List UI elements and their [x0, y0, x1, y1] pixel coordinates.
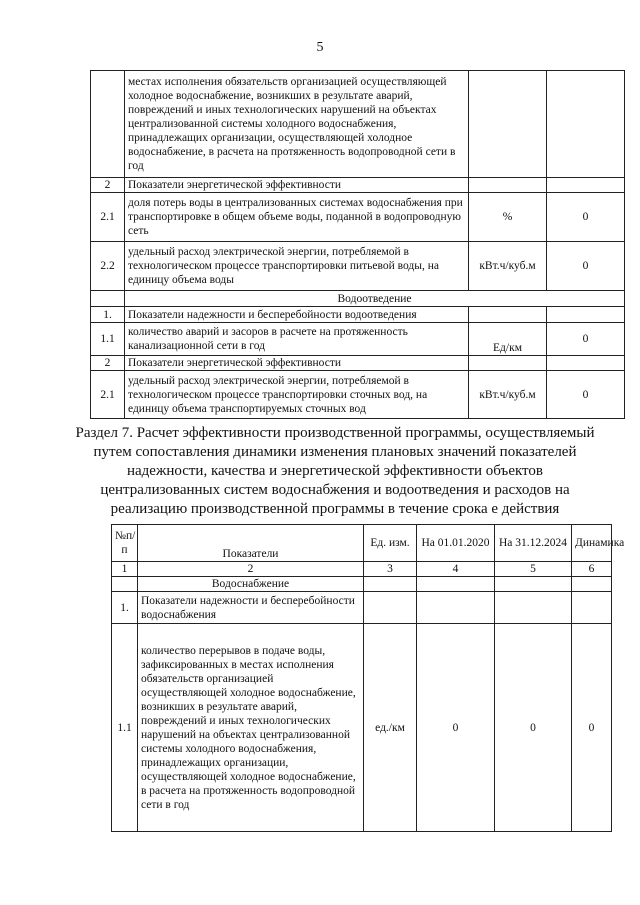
header-indicators: Показатели [138, 525, 364, 562]
row-number: 1. [112, 592, 138, 624]
table-row [91, 323, 625, 356]
row-value: 0 [547, 323, 625, 356]
table-row [91, 71, 625, 178]
page-number: 5 [316, 40, 324, 55]
row-number: 1.1 [112, 624, 138, 832]
row-value: 0 [547, 242, 625, 291]
col-number: 5 [495, 562, 572, 577]
section-row [91, 291, 625, 307]
row-text: Показатели энергетической эффективности [125, 178, 469, 193]
row-text: доля потерь воды в централизованных системах водоснабжения при транспортировке в общем объеме воды, поданной в водопроводную сеть [125, 193, 469, 242]
row-value: 0 [547, 193, 625, 242]
section-label: Водоотведение [125, 291, 625, 307]
col-number: 6 [572, 562, 612, 577]
empty-cell [572, 577, 612, 592]
row-value [547, 307, 625, 323]
row-unit: Ед/км [469, 323, 547, 356]
empty-cell [364, 577, 417, 592]
header-date-2024: На 31.12.2024 [495, 525, 572, 562]
row-text: удельный расход электрической энергии, потребляемой в технологическом процессе транспортировки питьевой воды, на единицу объема воды [125, 242, 469, 291]
table-row [91, 193, 625, 242]
col-number: 3 [364, 562, 417, 577]
section-row [112, 577, 612, 592]
row-number: 2 [91, 178, 125, 193]
row-number [91, 291, 125, 307]
row-unit [469, 356, 547, 371]
row-number: 2.2 [91, 242, 125, 291]
row-value-2024: 0 [495, 624, 572, 832]
row-unit [469, 178, 547, 193]
empty-cell [495, 592, 572, 624]
header-unit: Ед. изм. [364, 525, 417, 562]
table-header-row [112, 525, 612, 562]
table-row [91, 371, 625, 419]
col-number: 4 [417, 562, 495, 577]
row-number: 2.1 [91, 371, 125, 419]
indicators-table-continued [90, 70, 625, 419]
row-number [91, 71, 125, 178]
row-value: 0 [547, 371, 625, 419]
col-number: 2 [138, 562, 364, 577]
row-value [547, 71, 625, 178]
row-unit [469, 307, 547, 323]
row-unit [469, 71, 547, 178]
empty-cell [495, 577, 572, 592]
efficiency-table [111, 524, 625, 832]
row-value [547, 178, 625, 193]
table-row [91, 242, 625, 291]
row-text: количество перерывов в подаче воды, зафиксированных в местах исполнения обязательств организацией осуществляющей холодное водоснабжение, возникших в результате аварий, повреждений и иных технологических нарушений на объектах централизованной системы холодного водоснабжения, принадлежащих организации, осуществляющей холодное водоснабжение, в расчета на протяженность водопроводной сети в год [138, 624, 364, 832]
row-dynamics: 0 [572, 624, 612, 832]
row-text: Показатели надежности и бесперебойности водоотведения [125, 307, 469, 323]
row-unit: ед./км [364, 624, 417, 832]
header-dynamics: Динамика [572, 525, 612, 562]
row-text: количество аварий и засоров в расчете на протяженность канализационной сети в год [125, 323, 469, 356]
table-row [91, 307, 625, 323]
empty-cell [112, 577, 138, 592]
row-text: Показатели надежности и бесперебойности водоснабжения [138, 592, 364, 624]
row-text: Показатели энергетической эффективности [125, 356, 469, 371]
column-numbers-row [112, 562, 612, 577]
col-number: 1 [112, 562, 138, 577]
empty-cell [417, 592, 495, 624]
row-unit: % [469, 193, 547, 242]
row-number: 1.1 [91, 323, 125, 356]
row-unit: кВт.ч/куб.м [469, 242, 547, 291]
row-text: удельный расход электрической энергии, потребляемой в технологическом процессе транспортировки сточных вод, на единицу объема транспортируемых сточных вод [125, 371, 469, 419]
table-row [112, 592, 612, 624]
row-unit: кВт.ч/куб.м [469, 371, 547, 419]
row-value-2020: 0 [417, 624, 495, 832]
row-text: местах исполнения обязательств организацией осуществляющей холодное водоснабжение, возникших в результате аварий, повреждений и иных технологических нарушений на объектах централизованной системы холодного водоснабжения, принадлежащих организации, осуществляющей холодное водоснабжение, в расчета на протяженность водопроводной сети в год [125, 71, 469, 178]
section-title: Раздел 7. Расчет эффективности производственной программы, осуществляемый путем сопоставления динамики изменения плановых значений показателей надежности, качества и энергетической эффективности объектов централизованных систем водоснабжения и водоотведения и расходов на реализацию производственной программы в течение срока е действия [75, 425, 595, 517]
header-num: №п/п [112, 525, 138, 562]
empty-cell [572, 592, 612, 624]
empty-cell [364, 592, 417, 624]
row-number: 2.1 [91, 193, 125, 242]
table-row [112, 624, 612, 832]
row-number: 2 [91, 356, 125, 371]
row-number: 1. [91, 307, 125, 323]
header-date-2020: На 01.01.2020 [417, 525, 495, 562]
section-label: Водоснабжение [138, 577, 364, 592]
row-value [547, 356, 625, 371]
table-row [91, 178, 625, 193]
table-row [91, 356, 625, 371]
empty-cell [417, 577, 495, 592]
